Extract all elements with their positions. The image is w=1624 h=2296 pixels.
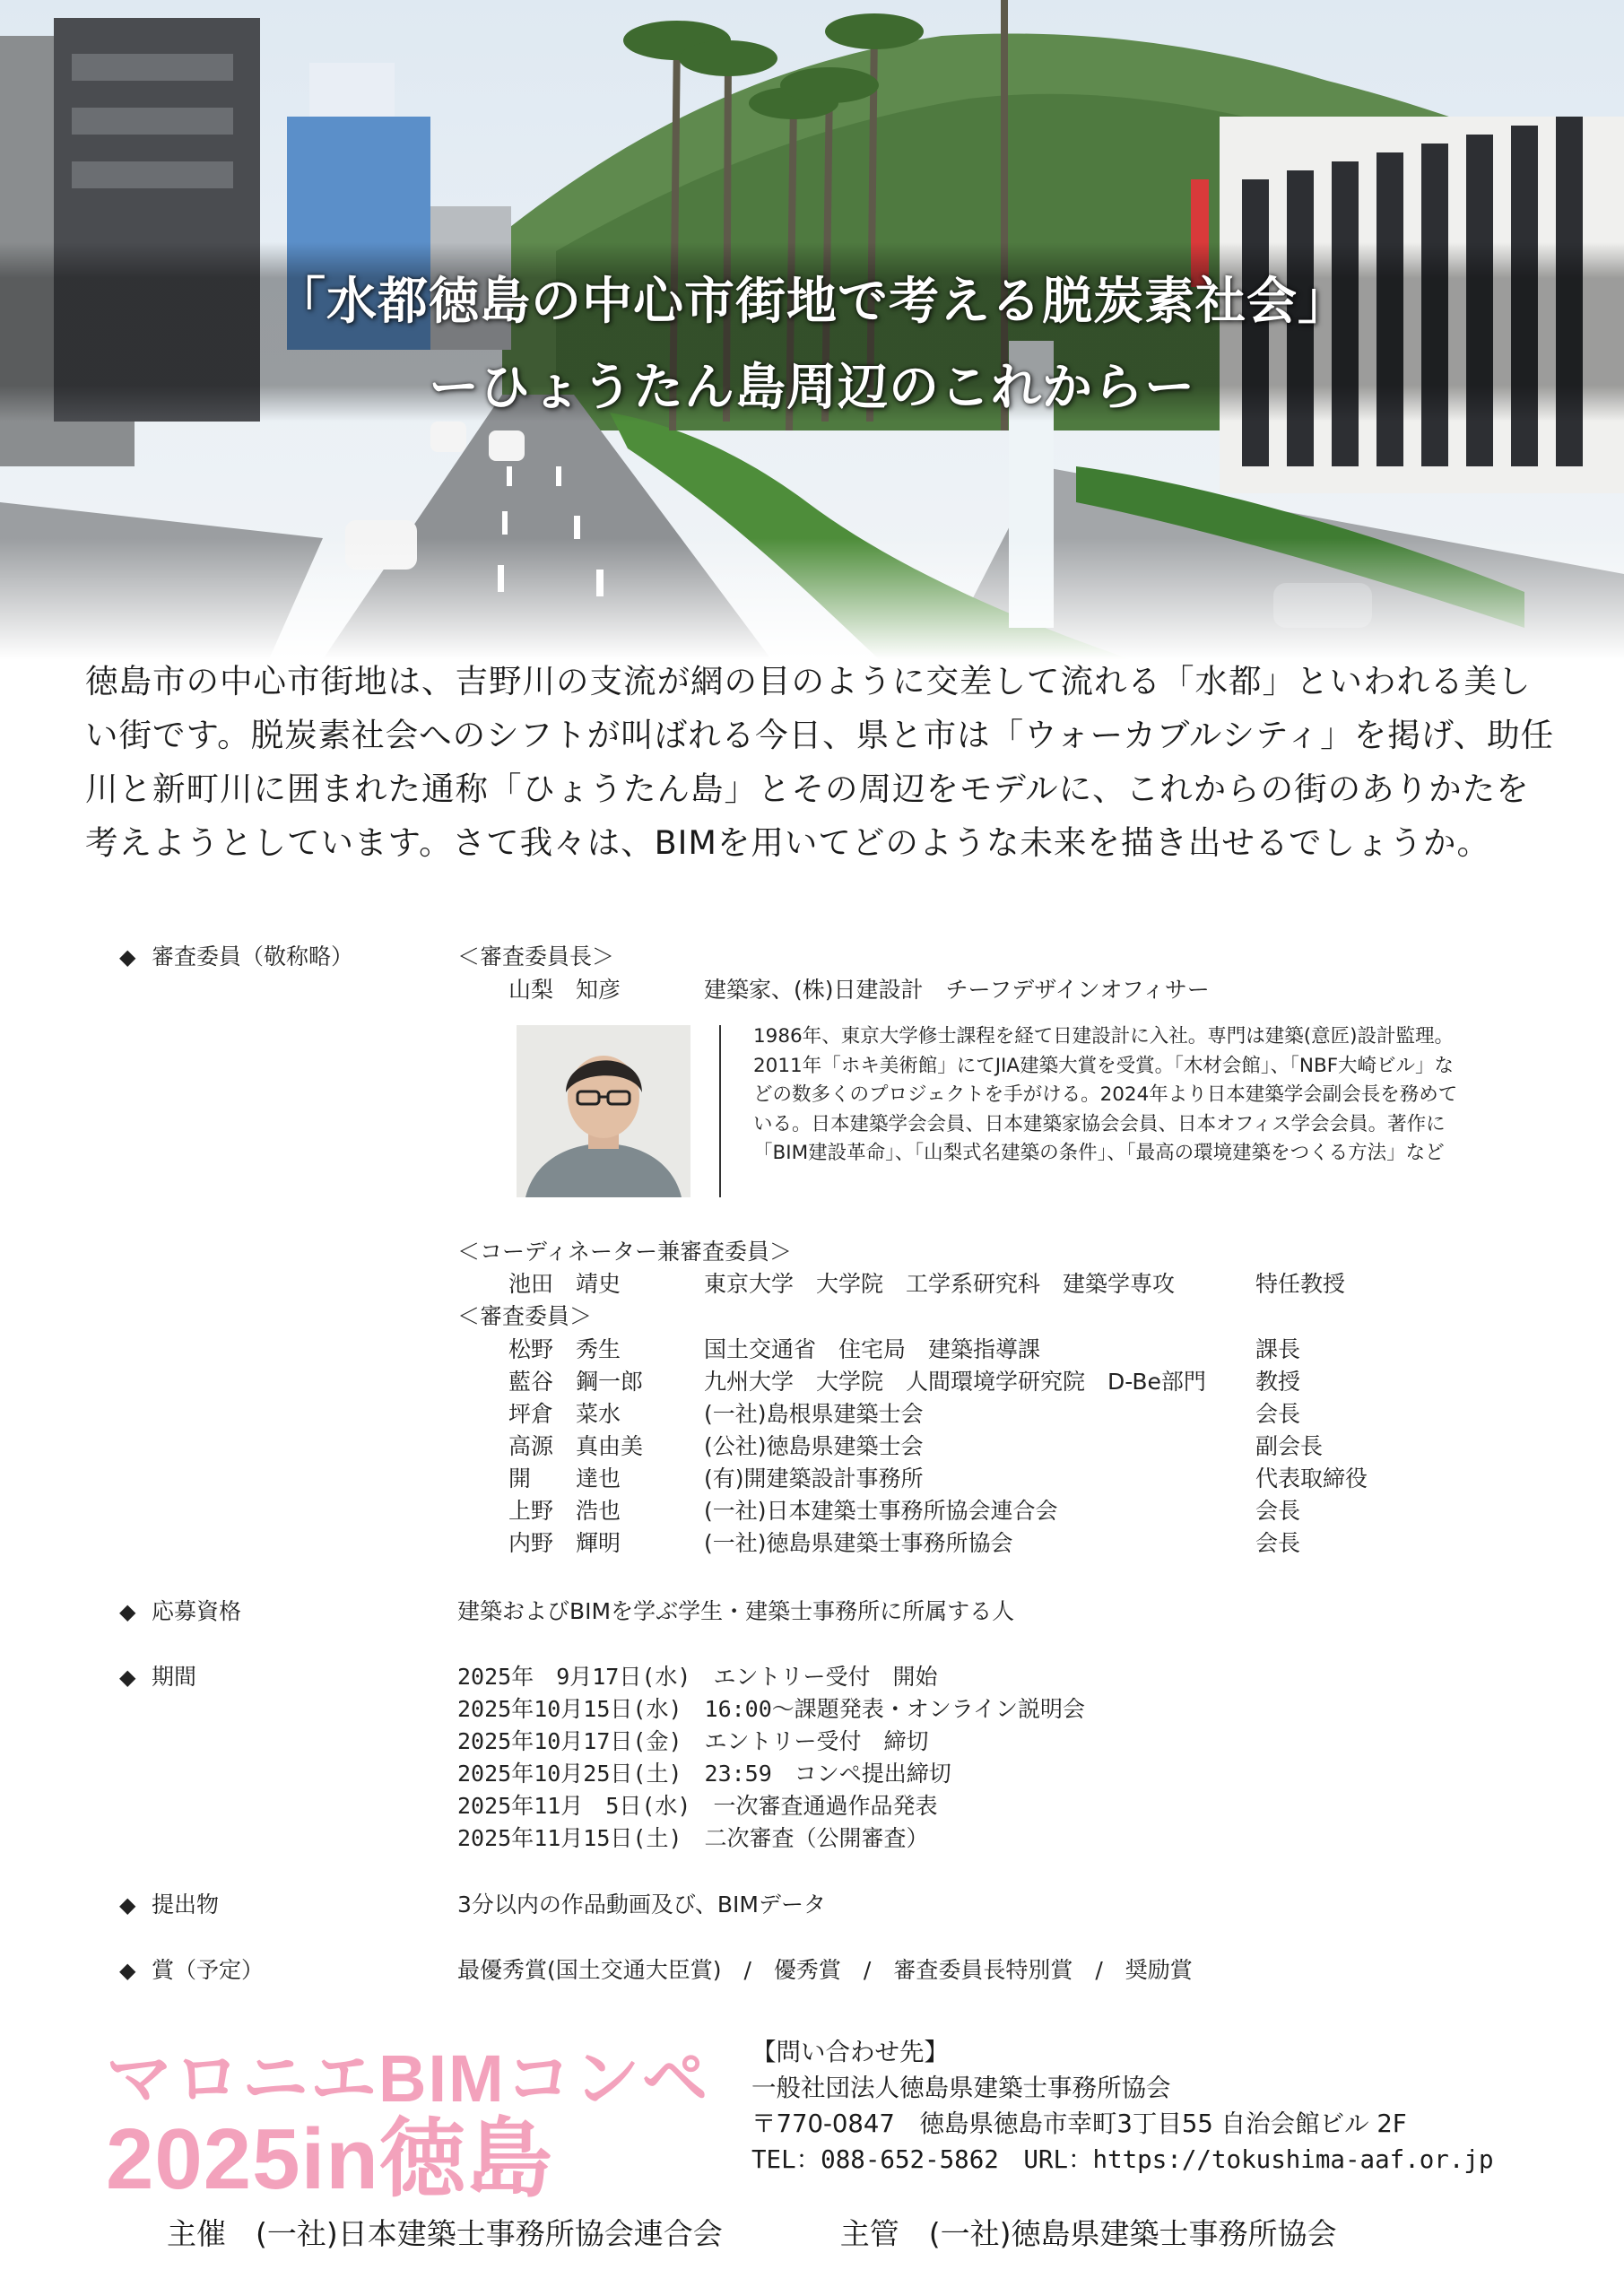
member-role: 会長 <box>1255 1498 1301 1524</box>
member-affiliation: 九州大学 大学院 人間環境学研究院 D-Be部門 <box>704 1369 1206 1395</box>
coordinator-role: 特任教授 <box>1255 1271 1346 1297</box>
member-role: 課長 <box>1255 1336 1301 1362</box>
contact-tel-url: TEL：088-652-5862 URL：https://tokushima-aaf.or.jp <box>751 2145 1494 2174</box>
hero-title-line-2: ーひょうたん島周辺のこれからー <box>429 359 1195 417</box>
member-name: 高源 真由美 <box>508 1433 644 1459</box>
deliverables-heading: ◆ 提出物 <box>119 1892 220 1918</box>
eligibility-heading: ◆ 応募資格 <box>119 1598 242 1624</box>
logo-line-1: マロニエBIMコンペ <box>106 2041 710 2116</box>
bio-divider <box>719 1025 721 1197</box>
schedule-item: 2025年11月 5日(水) 一次審査通過作品発表 <box>457 1793 938 1819</box>
member-name: 松野 秀生 <box>508 1336 621 1362</box>
footer-host: 主催 (一社)日本建築士事務所協会連合会 <box>167 2216 723 2251</box>
hero-photo <box>0 0 1624 659</box>
coordinator-tag: ＜コーディネーター兼審査委員＞ <box>457 1239 793 1265</box>
diamond-bullet-icon: ◆ <box>119 1599 136 1624</box>
member-affiliation: (一社)徳島県建築士事務所協会 <box>704 1530 1013 1556</box>
intro-paragraph: 徳島市の中心市街地は、吉野川の支流が網の目のように交差して流れる「水都」といわれる美しい街です。脱炭素社会へのシフトが叫ばれる今日、県と市は「ウォーカブルシティ」を掲げ、助任川と新町川に囲まれた通称「ひょうたん島」とその周辺をモデルに、これからの街のありかたを考えようとしています。さて我々は、BIMを用いてどのような未来を描き出せるでしょうか。 <box>85 662 1555 862</box>
diamond-bullet-icon: ◆ <box>119 1665 136 1690</box>
logo-line-2: 2025in徳島 <box>106 2111 553 2207</box>
contact-block <box>751 2034 1494 2178</box>
awards-value: 最優秀賞(国土交通大臣賞) / 優秀賞 / 審査委員長特別賞 / 奨励賞 <box>457 1957 1193 1983</box>
member-name: 開 達也 <box>508 1465 621 1492</box>
member-affiliation: (一社)日本建築士事務所協会連合会 <box>704 1498 1058 1524</box>
contact-organization: 一般社団法人徳島県建築士事務所協会 <box>751 2074 1171 2102</box>
coordinator-name: 池田 靖史 <box>508 1271 621 1297</box>
contact-address: 〒770-0847 徳島県徳島市幸町3丁目55 自治会館ビル 2F <box>751 2109 1407 2138</box>
schedule-item: 2025年10月17日(金) エントリー受付 締切 <box>457 1728 929 1754</box>
member-role: 副会長 <box>1255 1433 1324 1459</box>
schedule-item: 2025年11月15日(土) 二次審査（公開審査） <box>457 1825 929 1851</box>
diamond-bullet-icon: ◆ <box>119 1958 136 1983</box>
contact-heading: 【問い合わせ先】 <box>751 2038 949 2066</box>
member-role: 代表取締役 <box>1255 1465 1368 1492</box>
awards-heading: ◆ 賞（予定） <box>119 1957 265 1983</box>
member-role: 会長 <box>1255 1401 1301 1427</box>
member-affiliation: (一社)島根県建築士会 <box>704 1401 924 1427</box>
schedule-item: 2025年 9月17日(水) エントリー受付 開始 <box>457 1664 938 1690</box>
deliverables-value: 3分以内の作品動画及び、BIMデータ <box>457 1892 827 1918</box>
footer-credits <box>167 2211 1337 2253</box>
hero-title-line-1: 「水都徳島の中心市街地で考える脱炭素社会」 <box>275 273 1349 331</box>
schedule-heading: ◆ 期間 <box>119 1664 197 1690</box>
member-name: 内野 輝明 <box>508 1530 621 1556</box>
chair-title: 建築家、(株)日建設計 チーフデザインオフィサー <box>704 977 1210 1003</box>
member-role: 会長 <box>1255 1530 1301 1556</box>
member-name: 坪倉 菜水 <box>508 1401 621 1427</box>
schedule-item: 2025年10月15日(水) 16:00～課題発表・オンライン説明会 <box>457 1696 1086 1722</box>
member-name: 上野 浩也 <box>508 1498 621 1524</box>
jury-heading: ◆ 審査委員（敬称略） <box>119 944 354 970</box>
diamond-bullet-icon: ◆ <box>119 944 136 970</box>
eligibility-value: 建築およびBIMを学ぶ学生・建築士事務所に所属する人 <box>457 1598 1015 1624</box>
portrait-illustration <box>517 1025 690 1197</box>
chair-portrait-photo <box>517 1025 690 1197</box>
chair-name: 山梨 知彦 <box>508 977 621 1003</box>
chair-tag: ＜審査委員長＞ <box>457 944 615 970</box>
diamond-bullet-icon: ◆ <box>119 1892 136 1918</box>
member-affiliation: (有)開建築設計事務所 <box>704 1465 924 1492</box>
footer-organizer: 主管 (一社)徳島県建築士事務所協会 <box>839 2216 1337 2251</box>
member-role: 教授 <box>1255 1369 1301 1395</box>
schedule-item: 2025年10月25日(土) 23:59 コンペ提出締切 <box>457 1761 951 1787</box>
coordinator-affiliation: 東京大学 大学院 工学系研究科 建築学専攻 <box>704 1271 1176 1297</box>
members-tag: ＜審査委員＞ <box>457 1303 593 1329</box>
member-affiliation: (公社)徳島県建築士会 <box>704 1433 924 1459</box>
member-affiliation: 国土交通省 住宅局 建築指導課 <box>704 1336 1041 1362</box>
chair-biography: 1986年、東京大学修士課程を経て日建設計に入社。専門は建築(意匠)設計監理。2011年「ホキ美術館」にてJIA建築大賞を受賞。「木材会館」、「NBF大崎ビル」などの数多くのプロジェクトを手がける。2024年より日本建築学会副会長を務めている。日本建築学会会員、日本建築家協会会員、日本オフィス学会会員。著作に「BIM建設革命」、「山梨式名建築の条件」、「最高の環境建築をつくる方法」など <box>753 1025 1458 1164</box>
competition-logo <box>106 2043 734 2205</box>
member-name: 藍谷 鋼一郎 <box>508 1369 644 1395</box>
